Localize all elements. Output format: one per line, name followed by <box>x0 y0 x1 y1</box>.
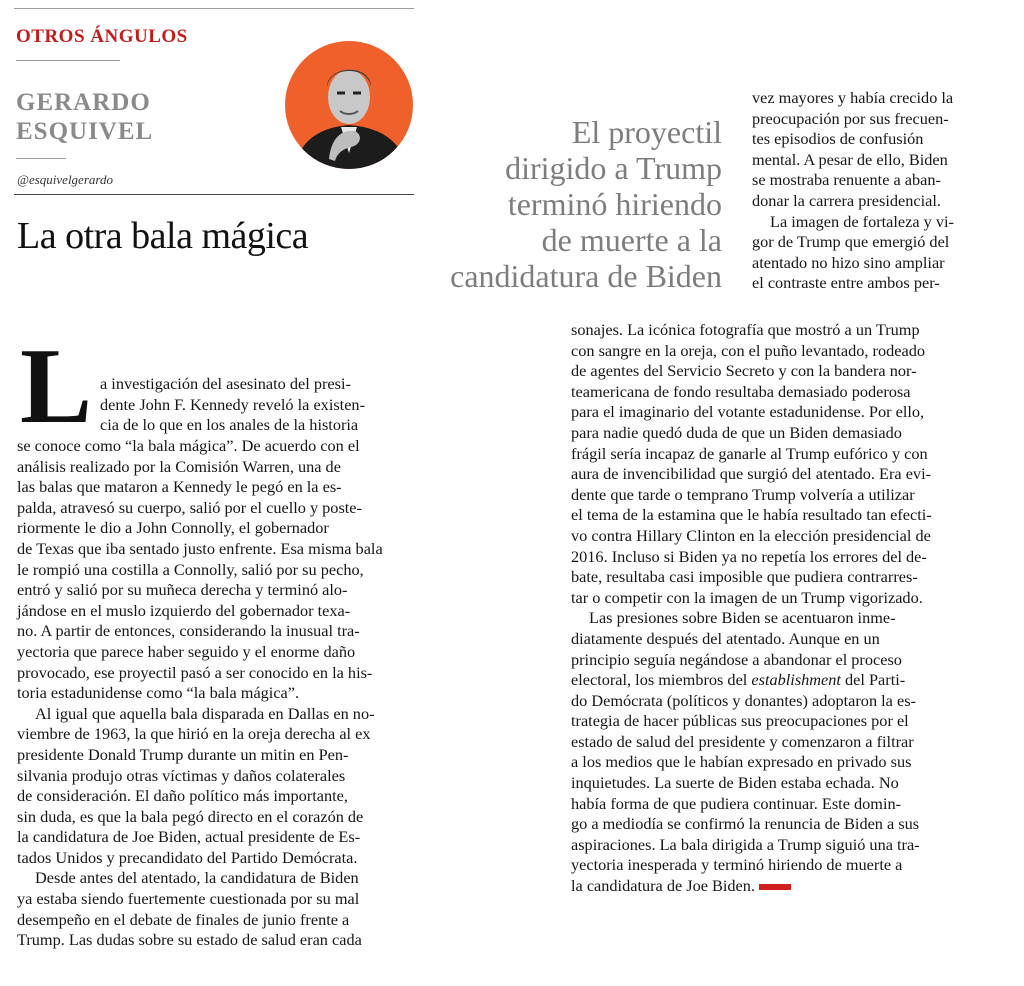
text-line: tar o competir con la imagen de un Trump vigorizado. <box>571 587 923 607</box>
text-line: preocupación por sus frecuen- <box>752 108 949 128</box>
text-line: frágil sería incapaz de ganarle al Trump eufórico y con <box>571 443 928 463</box>
text-line: palda, atravesó su cuerpo, salió por el cuello y poste- <box>17 497 362 517</box>
pull-quote-line: El proyectil <box>571 114 722 150</box>
section-rule <box>16 60 120 61</box>
pull-quote <box>420 114 722 294</box>
pull-quote-line: dirigido a Trump <box>505 150 722 186</box>
text-line: La imagen de fortaleza y vi- <box>770 211 954 231</box>
article-column-2-top <box>752 88 1002 294</box>
text-line: se conoce como “la bala mágica”. De acuerdo con el <box>17 436 360 455</box>
pull-quote-line: terminó hiriendo <box>507 186 722 222</box>
text-line: tes episodios de confusión <box>752 129 924 149</box>
text-line: tados Unidos y precandidato del Partido Demócrata. <box>17 847 358 867</box>
text-line: go a mediodía se confirmó la renuncia de Biden a sus <box>571 814 920 834</box>
article-column-1-intro <box>100 374 415 436</box>
text-line: silvania produjo otras víctimas y daños colaterales <box>17 765 346 785</box>
text-line: de agentes del Servicio Secreto y con la bandera nor- <box>571 361 917 381</box>
text-segment: electoral, los miembros del <box>571 670 748 690</box>
text-line: donar la carrera presidencial. <box>752 190 941 210</box>
article-column-1 <box>17 436 417 951</box>
text-line: yectoria inesperada y terminó hiriendo de muerte a <box>571 855 903 875</box>
text-line: diatamente después del atentado. Aunque en un <box>571 628 880 648</box>
text-line: entró y salió por su muñeca derecha y terminó alo- <box>17 580 348 600</box>
text-line: con sangre en la oreja, con el puño levantado, rodeado <box>571 340 925 360</box>
author-name <box>16 88 153 146</box>
text-line: Desde antes del atentado, la candidatura de Biden <box>35 868 359 888</box>
text-line: jándose en el muslo izquierdo del gobernador texa- <box>17 600 351 620</box>
article-column-2 <box>571 320 1001 897</box>
text-line: yectoria que parece haber seguido y el enorme daño <box>17 641 356 661</box>
text-line: principio seguía negándose a abandonar el proceso <box>571 649 902 669</box>
text-line: desempeño en el debate de finales de junio frente a <box>17 909 350 929</box>
text-line: no. A partir de entonces, considerando la inusual tra- <box>17 621 360 641</box>
text-line <box>571 670 1001 691</box>
section-label: OTROS ÁNGULOS <box>16 26 188 47</box>
text-line: riormente le dio a John Connolly, el gobernador <box>17 518 329 538</box>
text-line: sonajes. La icónica fotografía que mostró a un Trump <box>571 320 920 339</box>
text-line: toria estadunidense como “la bala mágica”. <box>17 683 300 703</box>
text-line: bate, resultaba casi imposible que pudiera contrarres- <box>571 567 918 587</box>
text-line: las balas que mataron a Kennedy le pegó en la es- <box>17 477 342 497</box>
text-line: análisis realizado por la Comisión Warren, una de <box>17 456 341 476</box>
author-portrait-icon <box>285 41 413 169</box>
text-line: do Demócrata (políticos y donantes) adoptaron la es- <box>571 690 916 710</box>
text-line: cia de lo que en los anales de la historia <box>100 415 359 435</box>
top-rule <box>14 8 414 9</box>
text-line: el tema de la estamina que le había resultado tan efecti- <box>571 505 932 525</box>
text-line: dente que tarde o temprano Trump volvería a utilizar <box>571 484 915 504</box>
text-line: provocado, ese proyectil pasó a ser conocido en la his- <box>17 662 373 682</box>
text-line: sin duda, es que la bala pegó directo en el corazón de <box>17 806 364 826</box>
text-line: viembre de 1963, la que hirió en la oreja derecha al ex <box>17 724 371 744</box>
text-line: vo contra Hillary Clinton en la elección presidencial de <box>571 525 931 545</box>
text-line: había forma de que pudiera continuar. Este domin- <box>571 793 902 813</box>
text-line: gor de Trump que emergió del <box>752 232 950 252</box>
text-line: estado de salud del presidente y comenzaron a filtrar <box>571 731 914 751</box>
author-name-last: ESQUIVEL <box>16 118 154 145</box>
text-line: atentado no hizo sino ampliar <box>752 252 945 272</box>
text-segment: del Parti- <box>845 670 906 690</box>
text-line: de Texas que iba sentado justo enfrente. Esa misma bala <box>17 538 383 558</box>
text-line: a los medios que le habían expresado en privado sus <box>571 752 912 772</box>
text-line: se mostraba renuente a aban- <box>752 170 941 190</box>
text-line: le rompió una costilla a Connolly, salió por su pecho, <box>17 559 364 579</box>
text-line: 2016. Incluso si Biden ya no repetía los errores del de- <box>571 546 927 566</box>
text-line: mental. A pesar de ello, Biden <box>752 149 948 169</box>
text-line: para el imaginario del votante estadunidense. Por ello, <box>571 402 925 422</box>
text-segment-italic: establishment <box>751 670 841 690</box>
text-line: ya estaba siendo fuertemente cuestionada por su mal <box>17 889 360 909</box>
headline: La otra bala mágica <box>17 215 309 257</box>
text-line: presidente Donald Trump durante un mitin en Pen- <box>17 744 349 764</box>
text-line: Trump. Las dudas sobre su estado de salud eran cada <box>17 930 362 950</box>
text-line: dente John F. Kennedy reveló la existen- <box>100 394 365 414</box>
text-line: teamericana de fondo resultaba demasiado poderosa <box>571 381 911 401</box>
header-divider <box>14 194 414 195</box>
text-line: inquietudes. La suerte de Biden estaba echada. No <box>571 773 899 793</box>
pull-quote-line: de muerte a la <box>541 222 722 258</box>
text-line: de consideración. El daño político más importante, <box>17 786 348 806</box>
text-line: aspiraciones. La bala dirigida a Trump siguió una tra- <box>571 834 920 854</box>
text-line: para nadie quedó duda de que un Biden demasiado <box>571 422 902 442</box>
text-line: a investigación del asesinato del presi- <box>100 374 351 393</box>
pull-quote-line: candidatura de Biden <box>450 258 722 294</box>
author-handle: @esquivelgerardo <box>17 172 113 187</box>
text-line: el contraste entre ambos per- <box>752 273 940 293</box>
text-line: la candidatura de Joe Biden, actual presidente de Es- <box>17 827 361 847</box>
text-line: aura de invencibilidad que surgió del atentado. Era evi- <box>571 464 932 484</box>
text-line: trategia de hacer públicas sus preocupaciones por el <box>571 711 909 731</box>
text-segment: la candidatura de Joe Biden. <box>571 876 755 896</box>
text-line: Al igual que aquella bala disparada en Dallas en no- <box>35 703 375 723</box>
drop-cap: L <box>20 327 93 446</box>
author-rule <box>16 158 66 159</box>
text-line: Las presiones sobre Biden se acentuaron inme- <box>589 608 896 628</box>
author-name-first: GERARDO <box>16 89 151 116</box>
text-line <box>571 876 1001 897</box>
text-line: vez mayores y había crecido la <box>752 88 954 107</box>
end-mark <box>759 884 791 890</box>
